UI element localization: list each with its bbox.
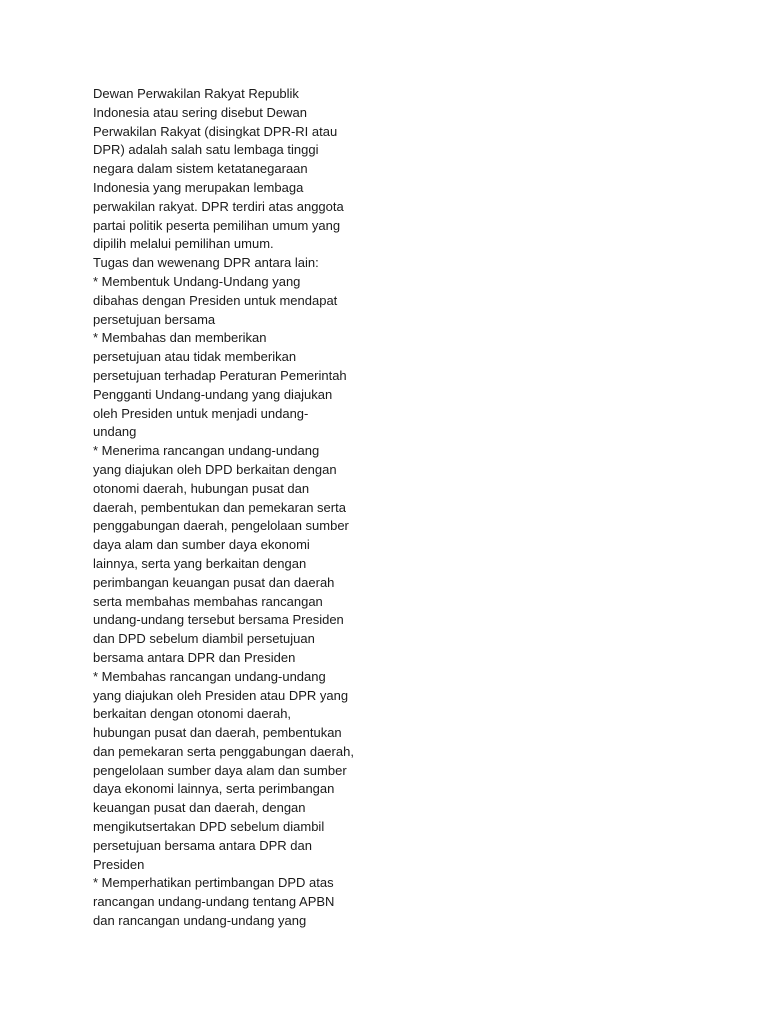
text-line: dan DPD sebelum diambil persetujuan: [93, 631, 315, 647]
text-line: persetujuan bersama antara DPR dan: [93, 837, 312, 853]
text-line: rancangan undang-undang tentang APBN: [93, 894, 335, 910]
text-line: perwakilan rakyat. DPR terdiri atas anggota: [93, 198, 344, 214]
text-line: mengikutsertakan DPD sebelum diambil: [93, 819, 325, 835]
text-line: yang diajukan oleh DPD berkaitan dengan: [93, 461, 337, 477]
text-line: daerah, pembentukan dan pemekaran serta: [93, 499, 346, 515]
text-line: otonomi daerah, hubungan pusat dan: [93, 480, 310, 496]
text-line: keuangan pusat dan daerah, dengan: [93, 800, 306, 816]
text-line: Perwakilan Rakyat (disingkat DPR-RI atau: [93, 123, 338, 139]
text-line: dan pemekaran serta penggabungan daerah,: [93, 743, 354, 759]
text-line: Indonesia yang merupakan lembaga: [93, 179, 304, 195]
text-line: Indonesia atau sering disebut Dewan: [93, 104, 307, 120]
text-line: serta membahas membahas rancangan: [93, 593, 323, 609]
text-line: oleh Presiden untuk menjadi undang-: [93, 405, 309, 421]
text-line: persetujuan terhadap Peraturan Pemerintah: [93, 367, 347, 383]
text-line: Pengganti Undang-undang yang diajukan: [93, 386, 333, 402]
text-line: dibahas dengan Presiden untuk mendapat: [93, 292, 338, 308]
text-line: partai politik peserta pemilihan umum yang: [93, 217, 341, 233]
list-item-start: * Memperhatikan pertimbangan DPD atas: [93, 875, 334, 891]
text-line: daya ekonomi lainnya, serta perimbangan: [93, 781, 335, 797]
text-line: penggabungan daerah, pengelolaan sumber: [93, 518, 349, 534]
text-line: dan rancangan undang-undang yang: [93, 913, 307, 929]
document-body: [93, 85, 361, 931]
list-item-start: * Membahas dan memberikan: [93, 330, 267, 346]
text-line: berkaitan dengan otonomi daerah,: [93, 706, 292, 722]
text-line: negara dalam sistem ketatanegaraan: [93, 161, 308, 177]
list-item-start: * Menerima rancangan undang-undang: [93, 443, 320, 459]
text-line: pengelolaan sumber daya alam dan sumber: [93, 762, 347, 778]
text-line: Dewan Perwakilan Rakyat Republik: [93, 86, 299, 101]
text-line: DPR) adalah salah satu lembaga tinggi: [93, 142, 319, 158]
list-item-start: * Membentuk Undang-Undang yang: [93, 273, 301, 289]
list-item-start: * Membahas rancangan undang-undang: [93, 668, 326, 684]
text-line: undang: [93, 424, 137, 440]
text-line: Presiden: [93, 856, 145, 872]
text-line: persetujuan bersama: [93, 311, 216, 327]
text-line: daya alam dan sumber daya ekonomi: [93, 537, 310, 553]
text-line: persetujuan atau tidak memberikan: [93, 349, 297, 365]
text-line: undang-undang tersebut bersama Presiden: [93, 612, 344, 628]
text-line: perimbangan keuangan pusat dan daerah: [93, 574, 335, 590]
text-line: bersama antara DPR dan Presiden: [93, 649, 296, 665]
section-heading: Tugas dan wewenang DPR antara lain:: [93, 255, 319, 271]
text-line: hubungan pusat dan daerah, pembentukan: [93, 725, 342, 741]
text-line: dipilih melalui pemilihan umum.: [93, 236, 274, 252]
text-line: lainnya, serta yang berkaitan dengan: [93, 555, 307, 571]
text-line: yang diajukan oleh Presiden atau DPR yang: [93, 687, 349, 703]
